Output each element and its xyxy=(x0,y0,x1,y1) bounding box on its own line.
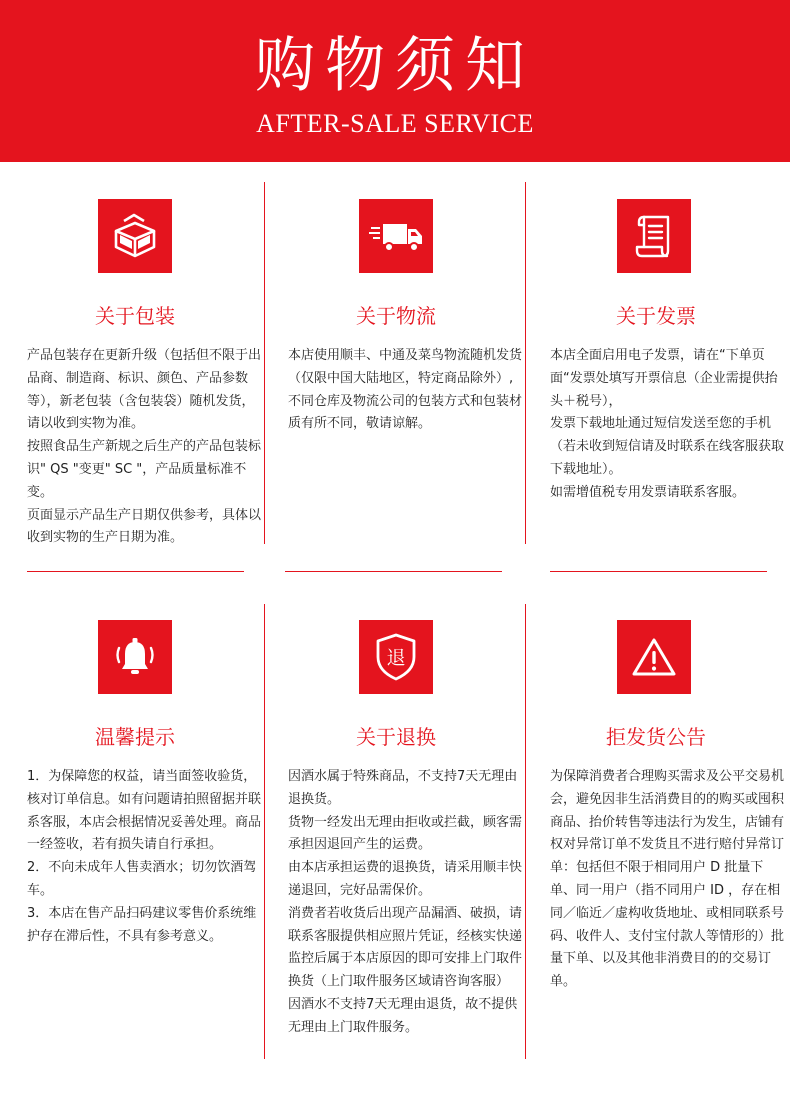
page-title: 购物须知 xyxy=(255,31,535,101)
card-text: 发票下载地址通过短信发送至您的手机（若未收到短信请及时联系在线客服获取下载地址）。 xyxy=(550,416,785,477)
card-text: 本店全面启用电子发票，请在“下单页面“发票处填写开票信息（企业需提供抬头＋税号）， xyxy=(550,348,778,409)
card-text: 货物一经发出无理由拒收或拦截，顾客需承担因退回产生的运费。 xyxy=(288,814,523,853)
card-body-returns xyxy=(288,766,524,1040)
card-text: 因酒水属于特殊商品，不支持7天无理由退换货。 xyxy=(288,769,518,807)
card-text: 产品包装存在更新升级（包括但不限于出品商、制造商、标识、颜色、产品参数等），新老包装（含包装袋）随机发货，请以收到实物为准。 xyxy=(27,348,262,432)
card-title-returns: 关于退换 xyxy=(356,725,436,749)
row-divider xyxy=(285,571,502,572)
card-text: 2．不向未成年人售卖酒水；切勿饮酒驾车。 xyxy=(27,860,257,898)
card-text: 由本店承担运费的退换货，请采用顺丰快递退回，完好品需保价。 xyxy=(288,860,523,898)
card-text: 3．本店在售产品扫码建议零售价系统维护存在滞后性，不具有参考意义。 xyxy=(27,905,257,944)
card-text: 消费者若收货后出现产品漏酒、破损，请联系客服提供相应照片凭证，经核实快递监控后属于本店原因的即可安排上门取件换货（上门取件服务区域请咨询客服） xyxy=(288,905,523,990)
card-body-packaging xyxy=(27,345,263,550)
card-text: 本店使用顺丰、中通及菜鸟物流随机发货（仅限中国大陆地区，特定商品除外）,不同仓库及物流公司的包装方式和包装材质有所不同，敬请谅解。 xyxy=(288,348,523,432)
card-text: 为保障消费者合理购买需求及公平交易机会，避免因非生活消费目的的购买或囤积商品、抬价转售等违法行为发生，店铺有权对异常订单不发货且不进行赔付异常订单：包括但不限于相同用户 D 批量下单、同一用户（指不同用户 ID ，存在相同／临近／虚构收货地址、或相同联系号码、收件人、支付宝付款人等情形的）批量下单、以及其他非消费目的的交易订单。 xyxy=(550,769,785,990)
warning-triangle-icon xyxy=(617,620,691,694)
card-title-logistics: 关于物流 xyxy=(356,304,436,328)
card-text: 按照食品生产新规之后生产的产品包装标识" QS "变更" SC "，产品质量标准不变。 xyxy=(27,439,262,500)
bell-icon xyxy=(98,620,172,694)
row-divider xyxy=(550,571,767,572)
card-body-tips xyxy=(27,766,263,948)
card-title-packaging: 关于包装 xyxy=(95,304,175,328)
card-text: 如需增值税专用发票请联系客服。 xyxy=(550,484,746,500)
column-divider xyxy=(264,604,265,1059)
card-text: 1．为保障您的权益，请当面签收验货，核对订单信息。如有问题请拍照留据并联系客服，本店会根据情况妥善处理。商品一经签收，若有损失请自行承担。 xyxy=(27,769,262,853)
card-body-logistics xyxy=(288,345,524,436)
column-divider xyxy=(525,604,526,1059)
row-divider xyxy=(27,571,244,572)
card-title-tips: 温馨提示 xyxy=(95,725,175,749)
column-divider xyxy=(264,182,265,544)
header-banner xyxy=(0,0,790,162)
delivery-truck-icon xyxy=(359,199,433,273)
invoice-scroll-icon xyxy=(617,199,691,273)
return-shield-icon xyxy=(359,620,433,694)
page-subtitle: AFTER-SALE SERVICE xyxy=(256,109,534,138)
card-title-invoice: 关于发票 xyxy=(616,304,696,328)
packages-icon xyxy=(98,199,172,273)
card-body-refusal-notice xyxy=(550,766,786,994)
column-divider xyxy=(525,182,526,544)
card-title-refusal-notice: 拒发货公告 xyxy=(606,725,706,749)
svg-text:退: 退 xyxy=(386,647,406,669)
card-text: 因酒水不支持7天无理由退货，故不提供无理由上门取件服务。 xyxy=(288,996,518,1035)
card-body-invoice xyxy=(550,345,786,505)
card-text: 页面显示产品生产日期仅供参考，具体以收到实物的生产日期为准。 xyxy=(27,507,262,546)
